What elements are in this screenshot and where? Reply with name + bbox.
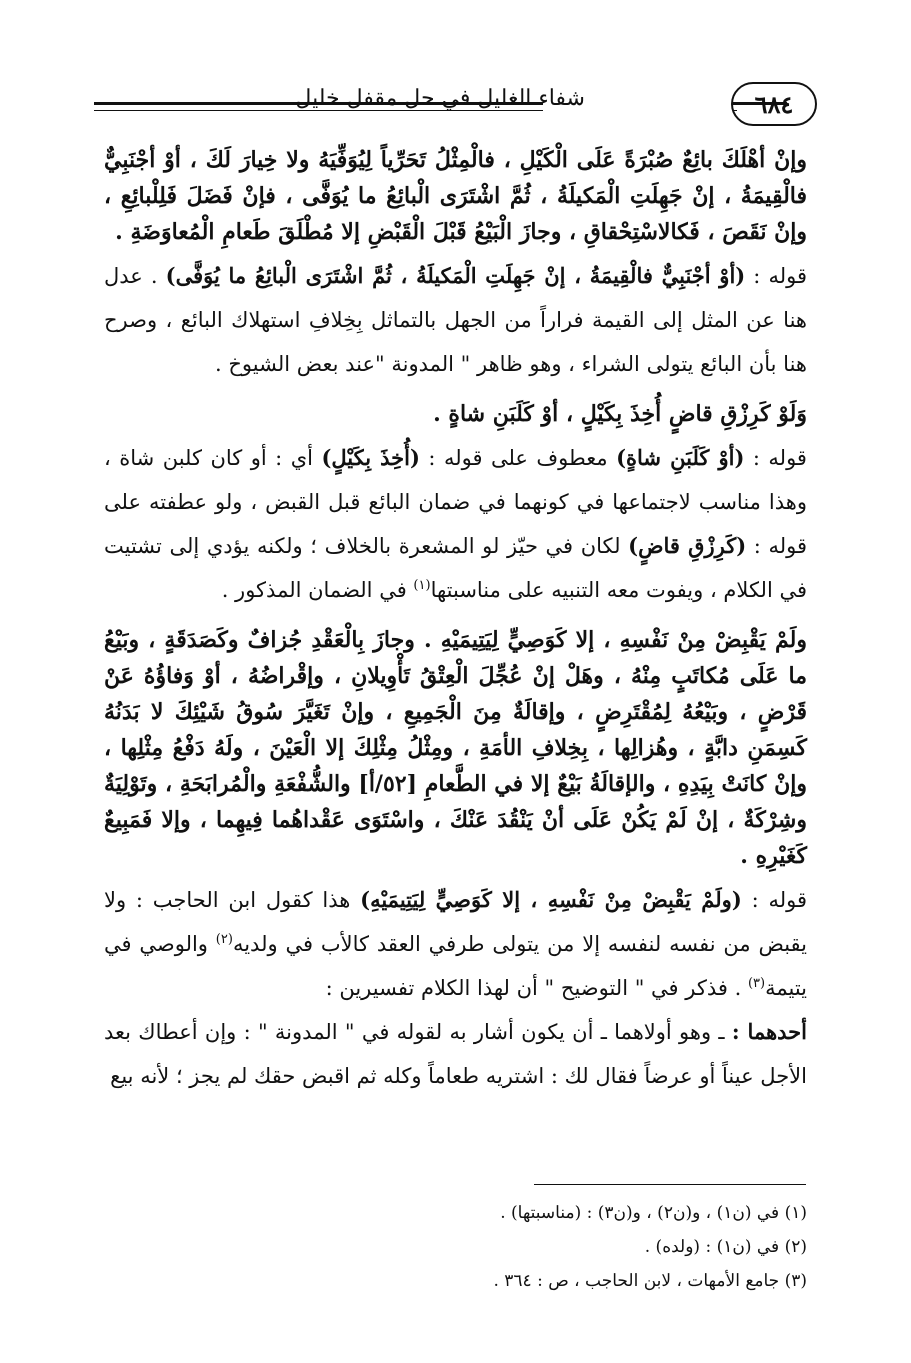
matn-paragraph: ولَمْ يَقْبِضْ مِنْ نَفْسِهِ ، إلا كَوَصِيٍّ لِيَتِيمَيْهِ . وجازَ بِالْعَقْدِ جُزافٌ وكَصَدَقَةٍ ، وبَيْعُ ما عَلَى مُكاتَبٍ مِنْهُ ، وهَلْ إنْ عُجِّلَ الْعِتْقُ تَأْوِيلانِ ، وإقْراضُهُ ، أوْ وَفاؤُهُ عَنْ قَرْضٍ ، وبَيْعُهُ لِمُقْتَرِضٍ ، وإقالَةٌ مِنَ الْجَمِيعِ ، وإنْ تَغَيَّرَ سُوقُ شَيْئِكَ لا بَدَنُهُ كَسِمَنِ دابَّةٍ ، وهُزالِها ، بِخِلافِ الأمَةِ ، ومِثْلُ مِثْلِكَ إلا الْعَيْنَ ، ولَهُ دَفْعُ مِثْلِها ، وإنْ كانَتْ بِيَدِهِ ، والإقالَةُ بَيْعٌ إلا في الطَّعامِ [٥٢/أ] والشُّفْعَةِ والْمُرابَحَةِ ، وتَوْلِيَةٌ وشِرْكَةٌ ، إنْ لَمْ يَكُنْ عَلَى أنْ يَنْقُدَ عَنْكَ ، واسْتَوَى عَقْداهُما فِيهِما ، وإلا فَمَبِيعٌ كَغَيْرِهِ .	[104, 627, 807, 869]
page-header	[94, 82, 817, 126]
footnote-marker: (٢)	[215, 932, 233, 947]
quoted-matn: (ولَمْ يَقْبِضْ مِنْ نَفْسِهِ ، إلا كَوَصِيٍّ لِيَتِيمَيْهِ)	[360, 887, 742, 912]
quoted-matn: (أُخِذَ بِكَيْلٍ)	[321, 445, 420, 470]
page-number: ٦٨٤	[731, 82, 817, 126]
commentary-paragraph: قوله : (أوْ كَلَبَنِ شاةٍ) معطوف على قوله : (أُخِذَ بِكَيْلٍ) أي : أو كان كلبن شاة ، وهذا مناسب لاجتماعها في كونهما في ضمان البائع قبل القبض ، ولو عطفته على قوله : (كَرِزْقِ قاضٍ) لكان في حيّز لو المشعرة بالخلاف ؛ ولكنه يؤدي إلى تشتيت في الكلام ، ويفوت معه التنبيه على مناسبتها$^{(١)}$ في الضمان المذكور .	[104, 445, 807, 602]
footnote: (٢) في (ن١) : (ولده) .	[644, 1237, 807, 1257]
commentary-paragraph: أحدهما : ـ وهو أولاهما ـ أن يكون أشار به لقوله في " المدونة " : وإن أعطاك بعد الأجل عيناً أو عرضاً فقال لك : اشتريه طعاماً وكله ثم اقبض حقك لم يجز ؛ لأنه بيع	[104, 1019, 807, 1088]
quoted-matn: (أوْ كَلَبَنِ شاةٍ)	[616, 445, 745, 470]
footnote-marker: (١)	[413, 578, 431, 593]
quoted-matn: (أوْ أجْنَبِيٌّ فالْقِيمَةُ ، إنْ جَهِلَتِ الْمَكيلَةُ ، ثُمَّ اشْتَرَى الْبائِعُ ما يُوَفَّى)	[165, 263, 746, 288]
matn-paragraph: وَلَوْ كَرِزْقِ قاضٍ أُخِذَ بِكَيْلٍ ، أوْ كَلَبَنِ شاةٍ .	[433, 401, 807, 427]
footnotes	[400, 1196, 807, 1298]
commentary-paragraph: قوله : (ولَمْ يَقْبِضْ مِنْ نَفْسِهِ ، إلا كَوَصِيٍّ لِيَتِيمَيْهِ) هذا كقول ابن الحاجب : ولا يقبض من نفسه لنفسه إلا من يتولى طرفي العقد كالأب في ولديه$^{(٢)}$ والوصي في يتيمة$^{(٣)}$ . فذكر في " التوضيح " أن لهذا الكلام تفسيرين :	[104, 887, 808, 1000]
book-title: شفاء الغليل في حل مقفل خليل	[295, 86, 585, 111]
footnote-separator	[534, 1184, 806, 1185]
footnote: (٣) جامع الأمهات ، لابن الحاجب ، ص : ٣٦٤ .	[493, 1271, 807, 1291]
quoted-matn: (كَرِزْقِ قاضٍ)	[628, 533, 747, 558]
page-body	[104, 142, 807, 1098]
matn-paragraph: وإنْ أهْلَكَ بائِعٌ صُبْرَةً عَلَى الْكَيْلِ ، فالْمِثْلُ تَحَرِّياً لِيُوَفِّيَهُ ولا خِيارَ لَكَ ، أوْ أجْنَبِيٌّ فالْقِيمَةُ ، إنْ جَهِلَتِ الْمَكيلَةُ ، ثُمَّ اشْتَرَى الْبائِعُ ما يُوَفَّى ، فإنْ فَضَلَ فَلِلْبائِعِ ، وإنْ نَقَصَ ، فَكالاسْتِحْقاقِ ، وجازَ الْبَيْعُ قَبْلَ الْقَبْضِ إلا مُطْلَقَ طَعامِ الْمُعاوَضَةِ .	[104, 147, 807, 245]
footnote-marker: (٣)	[747, 976, 766, 991]
commentary-paragraph: قوله : (أوْ أجْنَبِيٌّ فالْقِيمَةُ ، إنْ جَهِلَتِ الْمَكيلَةُ ، ثُمَّ اشْتَرَى الْبائِعُ ما يُوَفَّى) . عدل هنا عن المثل إلى القيمة فراراً من الجهل بالتماثل بِخِلافِ استهلاك البائع ، وصرح هنا بأن البائع يتولى الشراء ، وهو ظاهر " المدونة "عند بعض الشيوخ .	[104, 263, 807, 376]
section-lead: أحدهما :	[731, 1019, 807, 1044]
footnote: (١) في (ن١) ، و(ن٢) ، و(ن٣) : (مناسبتها) .	[500, 1203, 807, 1223]
